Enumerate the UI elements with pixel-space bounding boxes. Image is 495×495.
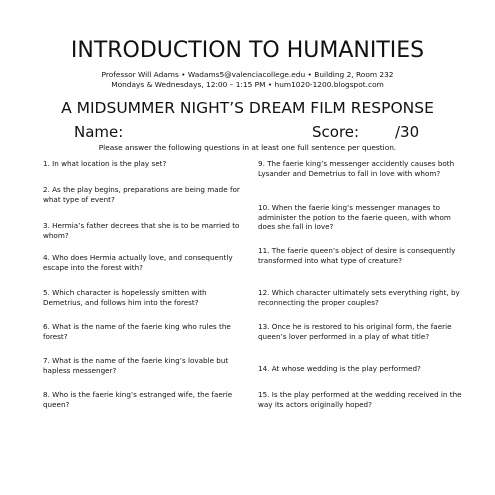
question-11: 11. The faerie queen’s object of desire is consequently transformed into what type of creature?	[258, 246, 456, 265]
question-10: 10. When the faerie king’s messenger manages to administer the potion to the faerie queen, with whom does she fall in love?	[258, 203, 451, 232]
question-7: 7. What is the name of the faerie king’s lovable but hapless messenger?	[43, 356, 229, 375]
class-schedule-line: Mondays & Wednesdays, 12:00 – 1:15 PM • hum1020-1200.blogspot.com	[111, 80, 384, 89]
question-12: 12. Which character ultimately sets everything right, by reconnecting the proper couples?	[258, 288, 460, 307]
score-label: Score:	[312, 123, 360, 141]
question-4: 4. Who does Hermia actually love, and consequently escape into the forest with?	[43, 253, 233, 272]
professor-contact-line: Professor Will Adams • Wadams5@valenciacollege.edu • Building 2, Room 232	[101, 70, 394, 79]
question-9: 9. The faerie king’s messenger accidently causes both Lysander and Demetrius to fall in love with whom?	[258, 159, 455, 178]
question-5: 5. Which character is hopelessly smitten with Demetrius, and follows him into the forest?	[43, 288, 207, 307]
score-total: /30	[395, 123, 420, 141]
assignment-title: A MIDSUMMER NIGHT’S DREAM FILM RESPONSE	[61, 99, 434, 117]
question-1: 1. In what location is the play set?	[43, 159, 167, 168]
question-13: 13. Once he is restored to his original form, the faerie queen’s lover performed in a play of what title?	[258, 322, 452, 341]
question-2: 2. As the play begins, preparations are being made for what type of event?	[43, 185, 240, 204]
course-title: INTRODUCTION TO HUMANITIES	[70, 38, 425, 63]
question-6: 6. What is the name of the faerie king who rules the forest?	[43, 322, 231, 341]
name-label: Name:	[74, 123, 124, 141]
question-15: 15. Is the play performed at the wedding received in the way its actors originally hoped?	[258, 390, 462, 409]
question-14: 14. At whose wedding is the play performed?	[258, 364, 421, 373]
question-3: 3. Hermia’s father decrees that she is to be married to whom?	[43, 221, 240, 240]
instructions: Please answer the following questions in at least one full sentence per question.	[98, 143, 397, 152]
question-8: 8. Who is the faerie king’s estranged wife, the faerie queen?	[43, 390, 233, 409]
